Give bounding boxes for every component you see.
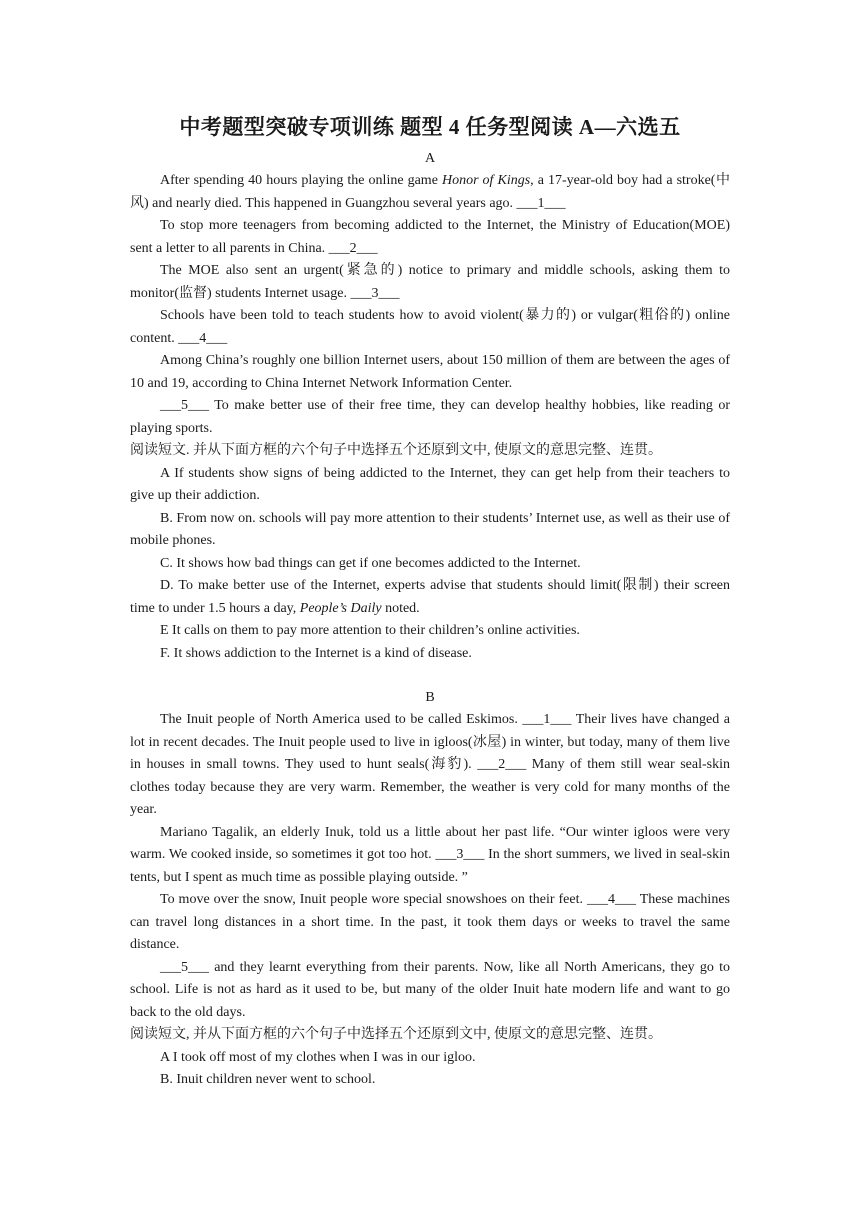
passage-b-paragraph-3: To move over the snow, Inuit people wore special snowshoes on their feet. ___4___ These machines can travel long distances in a short time. In the past, it took them days or weeks to travel the same distance.: [130, 892, 730, 952]
section-spacer: [130, 665, 730, 687]
option-d: [130, 575, 730, 620]
passage-b-paragraph-2: Mariano Tagalik, an elderly Inuk, told us a little about her past life. “Our winter igloos were very warm. We cooked inside, so sometimes it got too hot. ___3___ In the short summers, we lived in seal-skin tents, but I spent as much time as possible playing outside. ”: [130, 824, 730, 885]
option-b: B. Inuit children never went to school.: [160, 1072, 376, 1087]
passage-a-paragraph-2: To stop more teenagers from becoming addicted to the Internet, the Ministry of Education(MOE) sent a letter to all parents in China. ___2___: [130, 218, 730, 256]
page-title: 中考题型突破专项训练 题型 4 任务型阅读 A—六选五: [179, 115, 681, 139]
section-b-label: B: [425, 690, 435, 705]
newspaper-title: People’s Daily: [299, 600, 382, 616]
option-a: A If students show signs of being addicted to the Internet, they can get help from their teachers to give up their addiction.: [130, 465, 730, 503]
document-page: [130, 112, 730, 1092]
passage-a-paragraph-1: [130, 170, 730, 215]
game-title: Honor of Kings: [441, 173, 531, 188]
section-a-instruction: 阅读短文. 并从下面方框的六个句子中选择五个还原到文中, 使原文的意思完整、连贯。: [130, 443, 662, 458]
passage-a-paragraph-4: Schools have been told to teach students how to avoid violent(暴力的) or vulgar(粗俗的) online content. ___4___: [130, 308, 730, 346]
option-b: B. From now on. schools will pay more attention to their students’ Internet use, as well as their use of mobile phones.: [130, 510, 730, 548]
section-b-instruction: 阅读短文, 并从下面方框的六个句子中选择五个还原到文中, 使原文的意思完整、连贯。: [130, 1027, 662, 1042]
section-a-label: A: [424, 151, 436, 166]
section-a: [130, 148, 730, 665]
text-run: noted.: [381, 600, 420, 616]
option-f: F. It shows addiction to the Internet is a kind of disease.: [160, 645, 472, 661]
option-c: C. It shows how bad things can get if one becomes addicted to the Internet.: [160, 555, 581, 571]
passage-b-paragraph-4: ___5___ and they learnt everything from their parents. Now, like all North Americans, they go to school. Life is not as hard as it used to be, but many of the older Inuit hate modern life and want to go back to the old days.: [130, 959, 730, 1020]
option-a: A I took off most of my clothes when I was in our igloo.: [160, 1049, 476, 1065]
passage-a-paragraph-5: Among China’s roughly one billion Internet users, about 150 million of them are between the ages of 10 and 19, according to China Internet Network Information Center.: [130, 353, 730, 391]
text-run: D. To make better use of the Internet, experts advise that students should limit(限制) their screen time to under 1.5 hours a day,: [130, 578, 730, 616]
passage-a-paragraph-3: The MOE also sent an urgent(紧急的) notice to primary and middle schools, asking them to monitor(监督) students Internet usage. ___3___: [130, 263, 730, 301]
text-run: , a 17-year-old boy had a stroke(中风) and nearly died. This happened in Guangzhou several years ago. ___1___: [130, 173, 731, 211]
text-run: After spending 40 hours playing the online game: [160, 173, 442, 188]
passage-a-paragraph-6: ___5___ To make better use of their free time, they can develop healthy hobbies, like reading or playing sports.: [130, 398, 730, 436]
passage-b-paragraph-1: The Inuit people of North America used to be called Eskimos. ___1___ Their lives have changed a lot in recent decades. The Inuit people used to live in igloos(冰屋) in winter, but today, many of them live in houses in small towns. They used to hunt seals(海豹). ___2___ Many of them still wear seal-skin clothes today because they are very warm. Remember, the weather is very cold for many months of the year.: [130, 712, 730, 817]
section-b: [130, 687, 730, 1092]
option-e: E It calls on them to pay more attention to their children’s online activities.: [160, 623, 580, 638]
